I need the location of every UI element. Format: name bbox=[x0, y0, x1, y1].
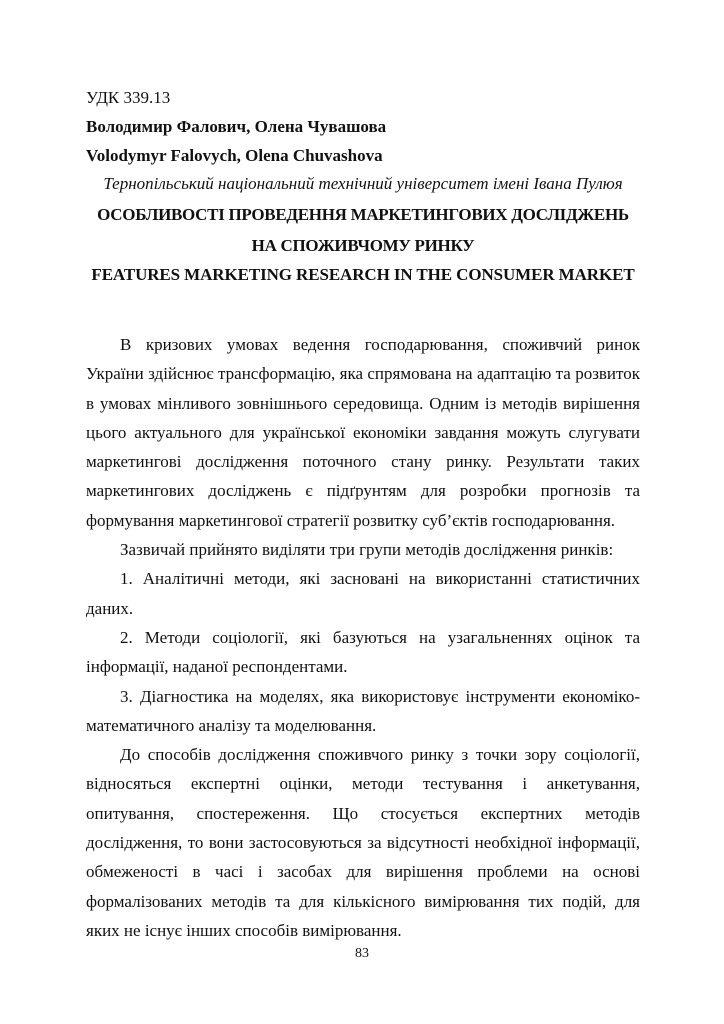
authors-ukrainian: Володимир Фалович, Олена Чувашова bbox=[86, 117, 387, 136]
paragraph-method-groups: Зазвичай прийнято виділяти три групи методів дослідження ринків: bbox=[120, 540, 614, 560]
paragraph-consumer-research: До способів дослідження споживчого ринку з точки зору соціології, відносяться експертні оцінки, методи тестування і анкетування, опитування, спостереження. Що стосується експертних методів дослідження, то вони застосовуються за відсутності необхідної інформації, обмеженості в часі і засобах для вирішення проблеми на основі формалізованих методів та для кількісного вимірювання тих подій, для яких не існує інших способів вимірювання. bbox=[86, 745, 640, 940]
article-page bbox=[86, 84, 640, 945]
title-english: FEATURES MARKETING RESEARCH IN THE CONSUMER MARKET bbox=[91, 265, 635, 284]
list-item-diagnostics: 3. Діагностика на моделях, яка використовує інструменти економіко-математичного аналізу та моделювання. bbox=[86, 686, 640, 735]
page-number: 83 bbox=[355, 946, 369, 961]
paragraph-intro: В кризових умовах ведення господарювання, споживчий ринок України здійснює трансформацію, яка спрямована на адаптацію та розвиток в умовах мінливого зовнішнього середовища. Одним із методів вирішення цього актуального для української економіки завдання можуть слугувати маркетингові дослідження поточного стану ринку. Результати таких маркетингових досліджень є підґрунтям для розробки прогнозів та формування маркетингової стратегії розвитку суб’єктів господарювання. bbox=[86, 335, 640, 530]
title-ukrainian: ОСОБЛИВОСТІ ПРОВЕДЕННЯ МАРКЕТИНГОВИХ ДОСЛІДЖЕНЬ НА СПОЖИВЧОМУ РИНКУ bbox=[97, 205, 629, 255]
authors-english: Volodymyr Falovych, Olena Chuvashova bbox=[86, 146, 383, 165]
list-item-analytical: 1. Аналітичні методи, які засновані на використанні статистичних даних. bbox=[86, 569, 640, 618]
article-body bbox=[86, 330, 640, 945]
udk-code: УДК 339.13 bbox=[86, 88, 171, 107]
list-item-sociology: 2. Методи соціології, які базуються на узагальненнях оцінок та інформації, наданої респондентами. bbox=[86, 627, 640, 677]
affiliation: Тернопільський національний технічний університет імені Івана Пулюя bbox=[103, 174, 623, 193]
